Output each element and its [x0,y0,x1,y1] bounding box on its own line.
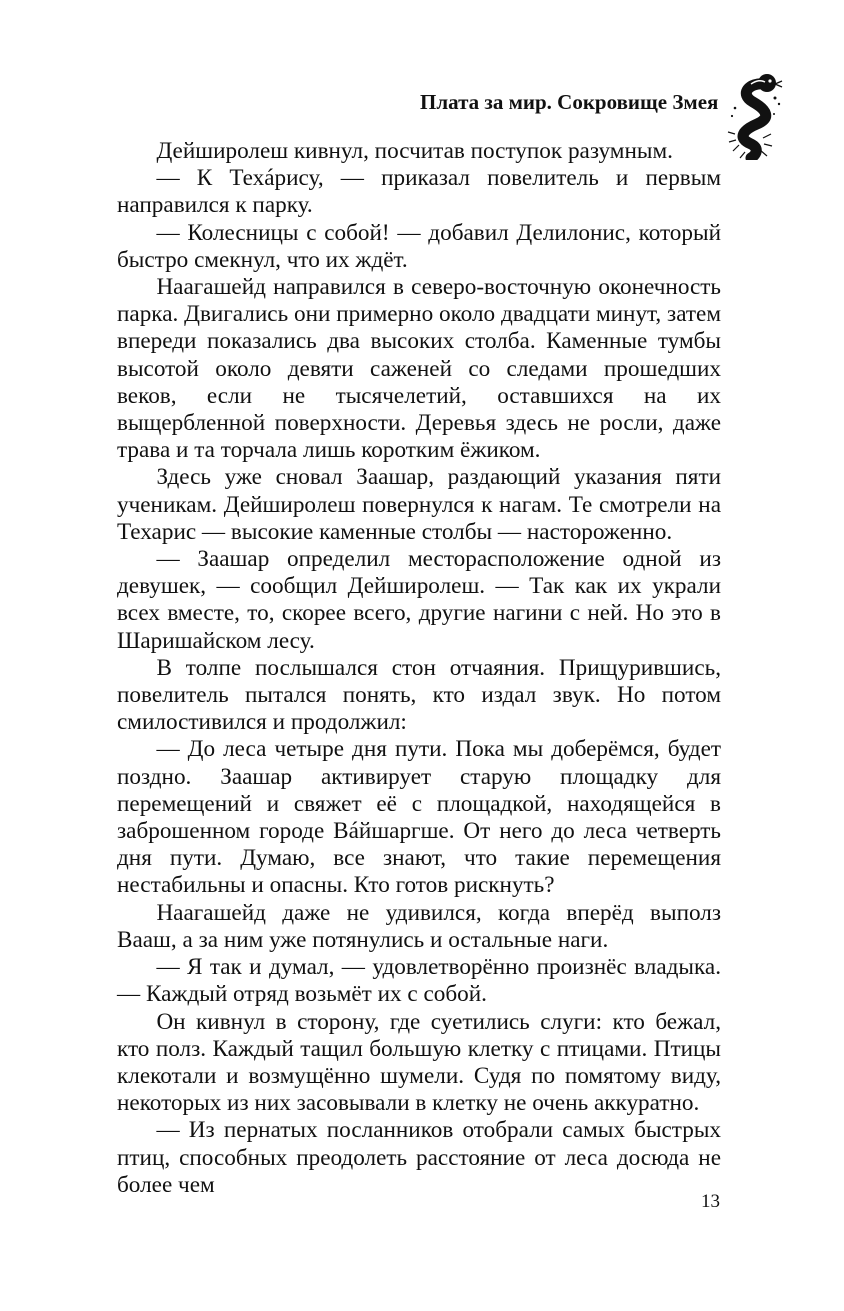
paragraph: Дейширолеш кивнул, посчитав поступок разумным. [156,138,673,164]
paragraph: — До леса четыре дня пути. Пока мы доберёмся, будет поздно. Заашар активирует старую площадку для перемещений и свяжет её с площадкой, находящейся в заброшенном городе Вáйшаргше. От него до леса четверть дня пути. Думаю, все знают, что такие перемещения нестабильны и опасны. Кто готов рискнуть? [117,736,721,899]
paragraph: Наагашейд направился в северо-восточную оконечность парка. Двигались они примерно около двадцати минут, затем впереди показались два высоких столба. Каменные тумбы высотой около девяти саженей со следами прошедших веков, если не тысячелетий, оставшихся на их выщербленной поверхности. Деревья здесь не росли, даже трава и та торчала лишь коротким ёжиком. [117,274,721,464]
paragraph: — К Техáрису, — приказал повелитель и первым направился к парку. [117,165,721,219]
paragraph: Здесь уже сновал Заашар, раздающий указания пяти ученикам. Дейширолеш повернулся к нагам. Те смотрели на Техарис — высокие каменные столбы — настороженно. [117,464,721,545]
paragraph: Наагашейд даже не удивился, когда вперёд выполз Вааш, а за ним уже потянулись и остальные наги. [117,899,721,953]
page-number: 13 [701,1191,720,1212]
paragraph: В толпе послышался стон отчаяния. Прищурившись, повелитель пытался понять, кто издал звук. Но потом смилостивился и продолжил: [117,654,721,736]
paragraph: — Из пернатых посланников отобрали самых быстрых птиц, способных преодолеть расстояние от леса досюда не более чем [117,1117,721,1198]
paragraph: Он кивнул в сторону, где суетились слуги: кто бежал, кто полз. Каждый тащил большую клетку с птицами. Птицы клекотали и возмущённо шумели. Судя по помятому виду, некоторых из них засовывали в клетку не очень аккуратно. [117,1008,721,1117]
paragraph: — Колесницы с собой! — добавил Делилонис, который быстро смекнул, что их ждёт. [117,219,721,273]
paragraph: — Заашар определил месторасположение одной из девушек, — сообщил Дейширолеш. — Так как их украли всех вместе, то, скорее всего, другие нагини с ней. Но это в Шаришайском лесу. [117,546,721,654]
paragraph: — Я так и думал, — удовлетворённо произнёс владыка. — Каждый отряд возьмёт их с собой. [117,954,721,1008]
body-text [117,138,721,1199]
snake-icon [727,68,783,160]
running-title: Плата за мир. Сокровище Змея [420,90,719,114]
